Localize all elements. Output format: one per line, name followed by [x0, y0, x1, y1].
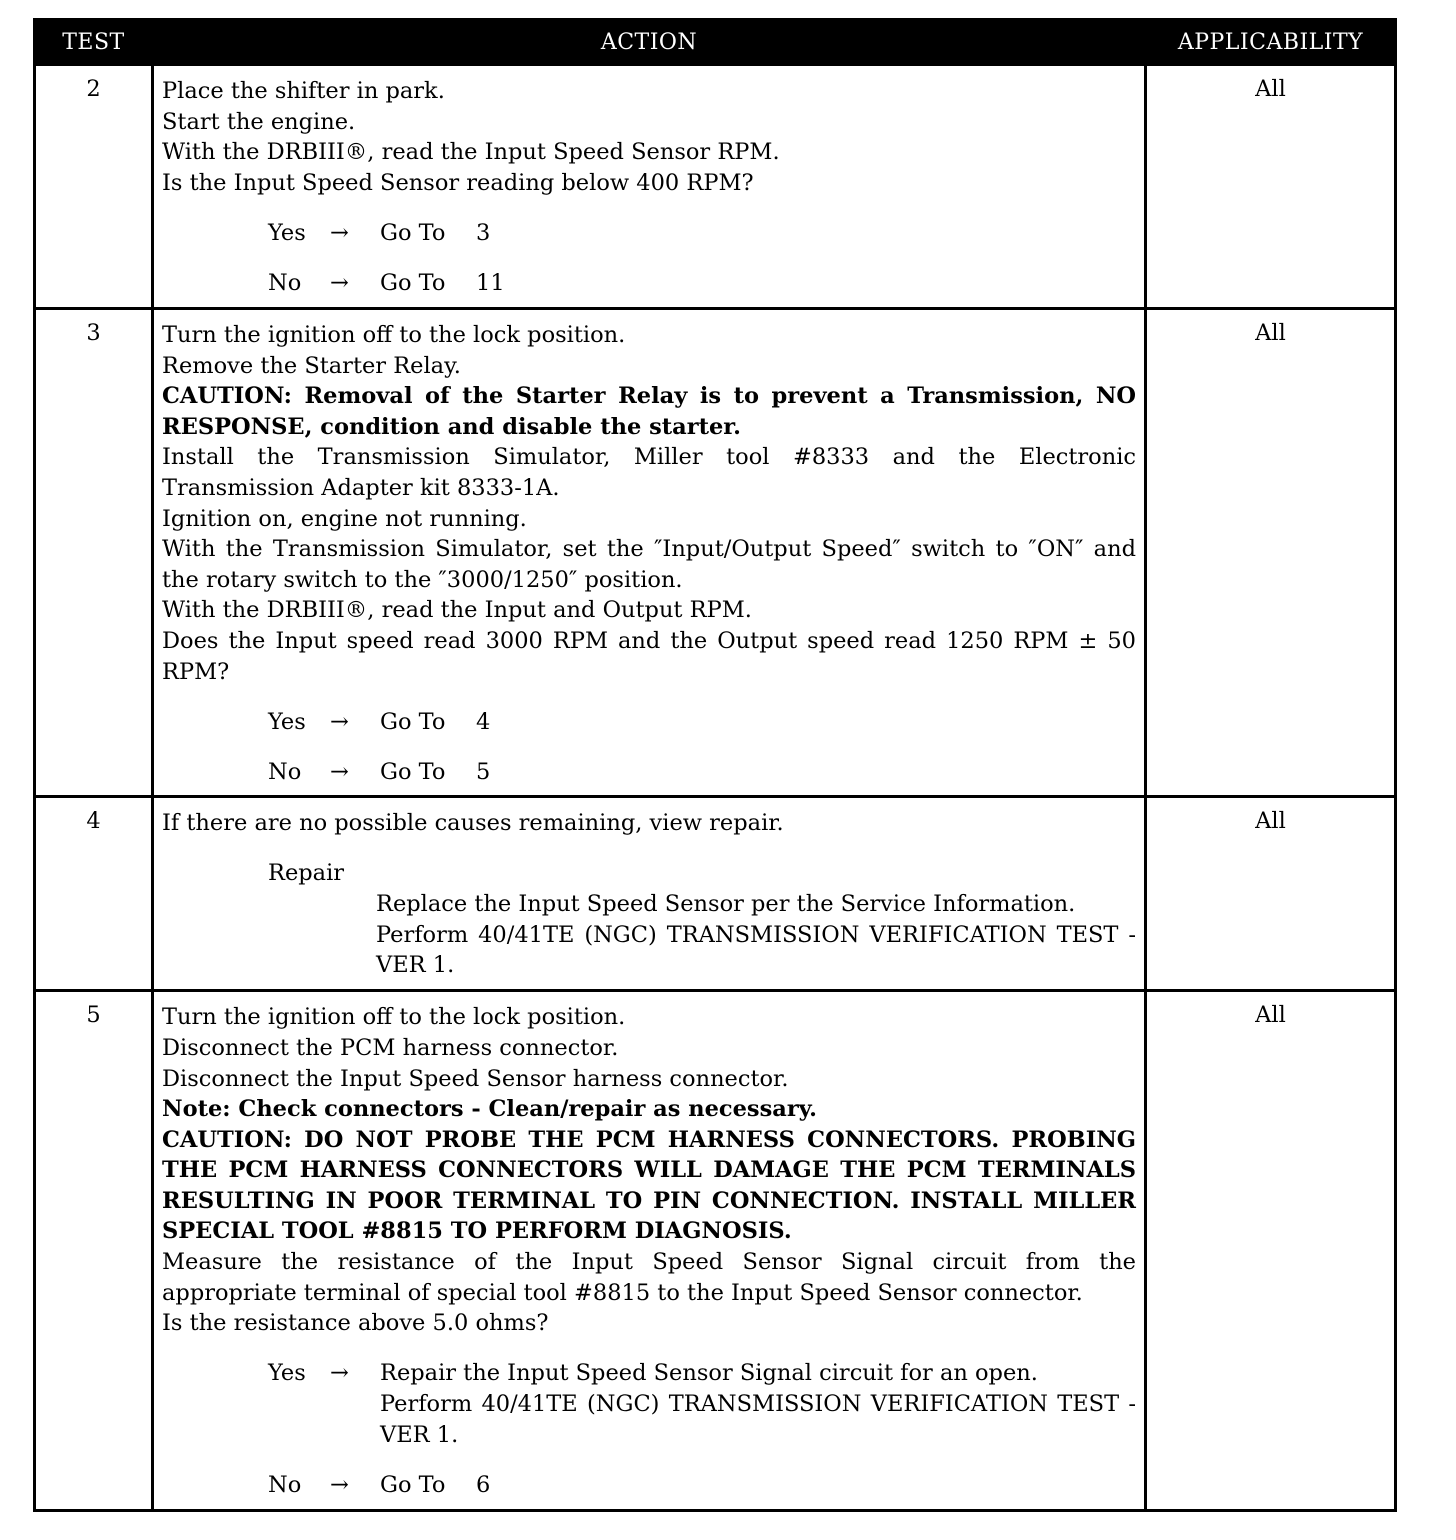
note-text: Note: Check connectors - Clean/repair as necessary.	[162, 1096, 817, 1123]
caution-text: CAUTION: Removal of the Starter Relay is to prevent a Transmission, NO RESPONSE, condition and disable the starter.	[162, 383, 1136, 440]
no-branch	[162, 268, 1136, 299]
action-cell	[153, 309, 1146, 797]
goto-step: 11	[476, 269, 505, 296]
goto-step: 3	[476, 219, 491, 246]
action-line: Is the Input Speed Sensor reading below 400 RPM?	[162, 169, 754, 196]
arrow-icon: →	[330, 708, 349, 735]
goto-step: 4	[476, 708, 491, 735]
no-branch	[162, 757, 1136, 788]
action-line: Remove the Starter Relay.	[162, 352, 461, 379]
arrow-icon: →	[330, 1360, 349, 1387]
action-cell	[153, 991, 1146, 1511]
action-line: Is the resistance above 5.0 ohms?	[162, 1310, 549, 1337]
action-line: Does the Input speed read 3000 RPM and the Output speed read 1250 RPM ± 50 RPM?	[162, 627, 1136, 685]
repair-line: Replace the Input Speed Sensor per the Service Information.	[376, 891, 1076, 917]
answer-yes: Yes	[268, 219, 306, 246]
no-branch	[162, 1470, 1136, 1501]
table-row	[35, 991, 1396, 1511]
answer-yes: Yes	[268, 1360, 306, 1387]
action-line: Turn the ignition off to the lock position.	[162, 322, 626, 348]
header-test: TEST	[35, 20, 153, 65]
yes-branch	[162, 1358, 1136, 1450]
table-row	[35, 65, 1396, 309]
action-line: Disconnect the PCM harness connector.	[162, 1034, 619, 1061]
action-line: With the DRBIII®, read the Input and Output RPM.	[162, 597, 752, 624]
arrow-icon: →	[330, 758, 349, 785]
action-line: Measure the resistance of the Input Speed Sensor Signal circuit from the appropriate terminal of special tool #8815 to the Input Speed Sensor connector.	[162, 1249, 1136, 1306]
action-line: With the DRBIII®, read the Input Speed Sensor RPM.	[162, 139, 780, 166]
test-number: 4	[35, 797, 153, 991]
action-line: If there are no possible causes remaining, view repair.	[162, 810, 784, 837]
arrow-icon: →	[330, 219, 349, 246]
answer-no: No	[268, 269, 302, 296]
test-number: 3	[35, 309, 153, 797]
header-action: ACTION	[153, 20, 1146, 65]
result-line: Perform 40/41TE (NGC) TRANSMISSION VERIFICATION TEST - VER 1.	[380, 1390, 1136, 1448]
action-line: Ignition on, engine not running.	[162, 505, 527, 532]
action-line: Turn the ignition off to the lock position.	[162, 1004, 626, 1031]
answer-no: No	[268, 1471, 302, 1498]
goto-label: Go To	[380, 219, 446, 246]
repair-label: Repair	[268, 860, 345, 887]
action-line: Install the Transmission Simulator, Miller tool #8333 and the Electronic Transmission Adapter kit 8333-1A.	[162, 444, 1136, 501]
action-cell	[153, 797, 1146, 991]
goto-label: Go To	[380, 269, 446, 296]
goto-label: Go To	[380, 1471, 446, 1498]
goto-label: Go To	[380, 708, 446, 735]
table-row	[35, 309, 1396, 797]
goto-step: 5	[476, 758, 491, 785]
yes-branch	[162, 218, 1136, 249]
action-line: With the Transmission Simulator, set the ″Input/Output Speed″ switch to ″ON″ and the rotary switch to the ″3000/1250″ position.	[162, 536, 1136, 593]
action-line: Start the engine.	[162, 108, 356, 135]
goto-step: 6	[476, 1471, 491, 1498]
answer-no: No	[268, 758, 302, 785]
applicability-cell: All	[1146, 65, 1396, 309]
repair-line: Perform 40/41TE (NGC) TRANSMISSION VERIFICATION TEST - VER 1.	[376, 921, 1136, 979]
table-header-row	[35, 20, 1396, 65]
header-applicability: APPLICABILITY	[1146, 20, 1396, 65]
caution-text: CAUTION: DO NOT PROBE THE PCM HARNESS CONNECTORS. PROBING THE PCM HARNESS CONNECTORS WILL DAMAGE THE PCM TERMINALS RESULTING IN POOR TERMINAL TO PIN CONNECTION. INSTALL MILLER SPECIAL TOOL #8815 TO PERFORM DIAGNOSIS.	[162, 1126, 1136, 1245]
goto-label: Go To	[380, 758, 446, 785]
table-row	[35, 797, 1396, 991]
action-line: Disconnect the Input Speed Sensor harness connector.	[162, 1065, 789, 1092]
yes-branch	[162, 707, 1136, 738]
answer-yes: Yes	[268, 708, 306, 735]
applicability-cell: All	[1146, 309, 1396, 797]
test-number: 5	[35, 991, 153, 1511]
test-number: 2	[35, 65, 153, 309]
action-line: Place the shifter in park.	[162, 78, 445, 104]
arrow-icon: →	[330, 1471, 349, 1498]
diagnostic-test-table	[33, 18, 1397, 1512]
action-cell	[153, 65, 1146, 309]
applicability-cell: All	[1146, 797, 1396, 991]
result-line: Repair the Input Speed Sensor Signal circuit for an open.	[380, 1360, 1038, 1387]
applicability-cell: All	[1146, 991, 1396, 1511]
arrow-icon: →	[330, 269, 349, 296]
